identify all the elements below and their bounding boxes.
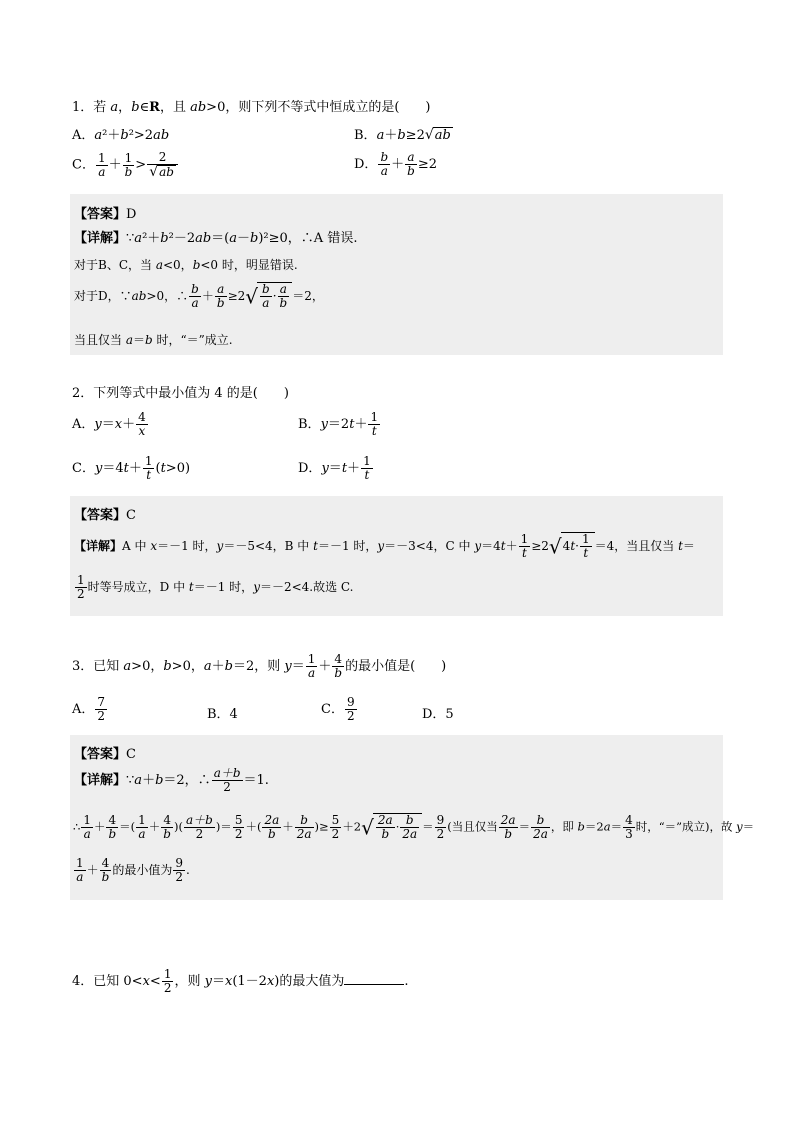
q3-answer-box [70,735,755,900]
answer-blank[interactable] [344,984,404,985]
fraction: $\frac{1}{t}$ [370,410,379,438]
fraction: $\frac{5}{2}$ [331,813,340,841]
q1-answer-box [70,194,723,355]
fraction: $\frac{1}{a}$ [76,856,84,884]
fraction: $\frac{a}{b}$ [216,282,225,310]
q3-detail-line1: 【详解】∵a＋b＝2，∴ $\frac{a+b}{2}$ ＝1. [74,766,269,794]
fraction: $\frac{7}{2}$ [97,695,106,723]
q1-detail-line4: 当且仅当 a＝b 时，“＝”成立. [74,333,233,347]
q3-detail-line2: ∴ $\frac{1}{a}$ ＋ $\frac{4}{b}$ ＝( $\frac{1}{a}$ ＋ $\frac{4}{b}$ )( $\frac{a+b}{2}$ )＝ $\frac{5}{2}$ ＋( $\frac{2a}{b}$ ＋ $\frac{b}{2a}$ )≥ $\frac{5}{2}$ ＋2√ $\frac{2a}{b}$ · $\frac{b}{2a}$ ＝ $\frac{9}{2}$ (当且仅当 $\frac{2a}{b}$ ＝ $\frac{b}{2a}$ ，即 b＝2a＝ $\frac{4}{3}$ 时，“＝”成立)，故 y＝ [73,813,755,841]
q1-option-d: D． $\frac{b}{a}$ ＋ $\frac{a}{b}$ ≥2 [354,150,437,178]
q1-detail-line2: 对于B、C，当 a<0，b<0 时，明显错误. [74,258,298,272]
fraction: $\frac{b}{a}$ [191,282,199,310]
q4-stem: 4．已知 0<x< $\frac{1}{2}$ ，则 y＝x(1－2x)的最大值为 . [72,967,409,995]
q2-answer: 【答案】C [74,508,136,523]
q1-answer: 【答案】D [74,207,137,222]
q2-answer-box [70,496,723,616]
fraction: $\frac{a}{b}$ [279,282,288,310]
fraction: $\frac{1}{b}$ [124,150,133,179]
q2-detail-line2: $\frac{1}{2}$ 时等号成立，D 中 t＝－1 时，y＝－2<4.故选 C. [77,573,354,601]
q2-stem: 2．下列等式中最小值为 4 的是( ) [72,386,289,401]
fraction: $\frac{b}{2a}$ [533,813,548,841]
fraction: $\frac{a+b}{2}$ [213,766,241,794]
fraction: $\frac{1}{2}$ [77,573,85,601]
q3-option-a: A． $\frac{7}{2}$ [72,695,106,723]
sqrt-sign: √ [361,815,374,840]
fraction: $\frac{4}{b}$ [108,813,117,841]
fraction: $\frac{4}{b}$ [334,652,343,680]
q2-option-d: D．y＝t＋ $\frac{1}{t}$ [298,454,371,482]
q1-detail-line1: 【详解】∵a²＋b²－2ab＝(a－b)²≥0，∴A 错误. [74,231,358,246]
fraction: $\frac{b}{a}$ [380,150,389,178]
fraction: $\frac{4}{3}$ [625,813,633,841]
fraction: $\frac{4}{b}$ [163,813,171,841]
fraction: $\frac{1}{2}$ [163,967,172,995]
fraction: $\frac{9}{2}$ [346,695,355,723]
fraction: $\frac{1}{a}$ [97,150,106,179]
fraction: $\frac{a}{b}$ [407,150,415,178]
fraction: $\frac{1}{a}$ [83,813,91,841]
q3-option-d: D．5 [422,707,454,722]
fraction: $\frac{b}{2a}$ [402,813,418,841]
fraction: $\frac{1}{t}$ [581,532,590,560]
q3-option-c: C． $\frac{9}{2}$ [321,695,355,723]
fraction: $\frac{5}{2}$ [234,813,243,841]
fraction: $\frac{1}{t}$ [144,454,153,482]
fraction: $\frac{b}{2a}$ [296,813,312,841]
sqrt-sign: √ [548,534,562,559]
fraction: $\frac{1}{t}$ [363,454,371,482]
q3-answer: 【答案】C [74,747,136,762]
q1-option-b: B．a＋b≥2√ab [354,127,451,143]
fraction: $\frac{2a}{b}$ [500,813,516,841]
fraction: $\frac{a+b}{2}$ [185,813,213,841]
fraction: $\frac{2}{√ab}$ [147,151,178,179]
fraction: $\frac{9}{2}$ [436,813,445,841]
q2-option-b: B．y＝2t＋ $\frac{1}{t}$ [298,410,379,438]
fraction: $\frac{1}{a}$ [138,813,146,841]
fraction: $\frac{4}{b}$ [101,856,110,884]
q3-stem: 3．已知 a>0，b>0，a＋b＝2，则 y＝ $\frac{1}{a}$ ＋ $\frac{4}{b}$ 的最小值是( ) [72,652,447,680]
sqrt-sign: √ [245,284,259,309]
q1-detail-line3: 对于D，∵ab>0，∴ $\frac{b}{a}$ ＋ $\frac{a}{b}$ ≥2√ $\frac{b}{a}$ · $\frac{a}{b}$ ＝2， [74,282,324,310]
q3-detail-line3: $\frac{1}{a}$ ＋ $\frac{4}{b}$ 的最小值为 $\frac{9}{2}$ . [76,856,190,884]
q2-detail-line1: 【详解】A 中 x＝－1 时，y＝－5<4，B 中 t＝－1 时，y＝－3<4，C 中 y＝4t＋ $\frac{1}{t}$ ≥2√4t· $\frac{1}{t}$ ＝4，当且仅当 t＝ [74,532,695,560]
fraction: $\frac{1}{a}$ [307,652,316,680]
q1-option-c: C． $\frac{1}{a}$ ＋ $\frac{1}{b}$ > $\frac{2}{√ab}$ [72,151,179,179]
q2-option-c: C．y＝4t＋ $\frac{1}{t}$ (t>0) [72,454,191,482]
fraction: $\frac{b}{a}$ [262,282,270,310]
q2-option-a: A．y＝x＋ $\frac{4}{x}$ [72,410,146,438]
q1-stem: 1．若 a，b∈R，且 ab>0，则下列不等式中恒成立的是( ) [72,100,431,115]
fraction: $\frac{4}{x}$ [138,410,146,438]
fraction: $\frac{2a}{b}$ [264,813,280,841]
sqrt-sign: √ [424,127,434,143]
q1-option-a: A．a²＋b²>2ab [72,128,170,143]
fraction: $\frac{9}{2}$ [175,856,183,884]
fraction: $\frac{1}{t}$ [520,532,529,560]
fraction: $\frac{2a}{b}$ [377,813,393,841]
q3-option-b: B．4 [207,707,238,722]
